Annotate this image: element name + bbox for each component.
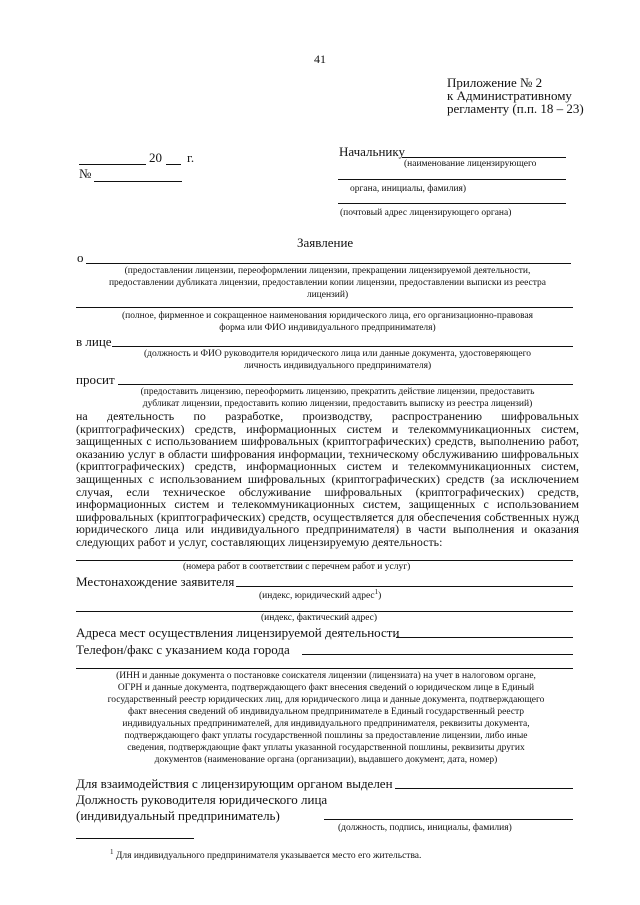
registration-caption-line: ОГРН и данные документа, подтверждающего факт внесения сведений о юридическом лице в Единый <box>117 683 535 693</box>
phone-label: Телефон/факс с указанием кода города <box>76 642 290 657</box>
appendix-line-2: к Административному <box>447 88 572 103</box>
head-label-line-2: (индивидуальный предприниматель) <box>76 808 280 823</box>
request-caption-line-1: (предоставить лицензию, переоформить лицензию, прекратить действие лицензии, предоставить <box>140 387 535 397</box>
registration-caption-line: (ИНН и данные документа о постановке соискателя лицензии (лицензиата) на учет в налоговом органе, <box>116 671 536 681</box>
person-prefix: в лице <box>76 334 112 349</box>
footnote-mark-inline: 1 <box>374 588 379 596</box>
signature-caption: (должность, подпись, инициалы, фамилия) <box>338 823 512 833</box>
location-legal-caption-end: ) <box>378 591 382 602</box>
phone-line <box>302 654 573 655</box>
location-legal-line <box>236 586 573 587</box>
interaction-label: Для взаимодействия с лицензирующим органом выделен <box>76 776 393 791</box>
interaction-line <box>395 788 573 789</box>
date-year-line <box>166 164 181 165</box>
date-year-prefix: 20 <box>149 150 162 165</box>
registration-caption-line: документов (наименование органа (организации), выдавшего документ, дата, номер) <box>154 755 498 765</box>
appendix-line-1: Приложение № 2 <box>447 75 543 90</box>
number-line <box>94 181 182 182</box>
request-line <box>118 384 573 385</box>
about-caption-line-3: лицензий) <box>306 290 349 300</box>
registration-caption-line: государственный реестр юридических лиц, для юридического лица и данные документа, подтверждающего <box>107 695 545 705</box>
head-label-line-1: Должность руководителя юридического лица <box>76 792 328 807</box>
about-caption <box>80 265 575 301</box>
location-legal-caption-text: (индекс, юридический адрес <box>259 591 375 602</box>
main-paragraph: на деятельность по разработке, производству, распространению шифровальных (криптографических) средств, информационных систем и телекоммуникационных систем, защищенных с использованием шифровальных (криптографических) средств, выполнению работ, оказанию услуг в области шифрования информации, техническому обслуживанию шифровальных (криптографических) средств, информационных систем и телекоммуникационных систем, защищенных с использованием шифровальных (криптографических) средств (за исключением случая, если техническое обслуживание шифровальных (криптографических) средств, информационных систем и телекоммуникационных систем, защищенных с использованием шифровальных (криптографических) средств, осуществляется для обеспечения собственных нужд юридического лица или индивидуального предпринимателя) в части выполнения и оказания следующих работ и услуг, составляющих лицензируемую деятельность: <box>76 409 579 549</box>
appendix-line-3: регламенту (п.п. 18 – 23) <box>447 101 584 116</box>
signature-line <box>324 819 573 820</box>
registration-caption-line: факт внесения сведений об индивидуальном предпринимателе в Единый государственный реестр <box>127 707 525 717</box>
addressee-caption-2: органа, инициалы, фамилия) <box>350 184 467 194</box>
location-actual-line <box>76 611 573 612</box>
about-caption-line-2: предоставлении дубликата лицензии, предоставлении копии лицензии, предоставлении выписки из реестра <box>108 278 547 288</box>
org-caption-line-2: форма или ФИО индивидуального предпринимателя) <box>219 323 436 333</box>
location-legal-caption <box>259 588 381 601</box>
date-year-suffix: г. <box>187 150 195 165</box>
location-label: Местонахождение заявителя <box>76 574 235 589</box>
person-caption-line-2: личность индивидуального предпринимателя) <box>243 361 432 371</box>
org-line <box>76 307 573 308</box>
footnote <box>110 848 421 861</box>
registration-caption-line: сведения, подтверждающие факт уплаты указанной государственной пошлины, реквизиты других <box>127 743 525 753</box>
addressee-org-line <box>338 179 566 180</box>
activity-addresses-label: Адреса мест осуществления лицензируемой деятельности <box>76 625 400 640</box>
org-caption <box>80 310 575 334</box>
registration-caption <box>76 670 576 766</box>
registration-caption-line: подтверждающего факт уплаты государственной пошлины за предоставление лицензии, либо иные <box>124 731 528 741</box>
addressee-name-line <box>402 157 566 158</box>
request-prefix: просит <box>76 372 115 387</box>
person-caption <box>100 348 575 372</box>
addressee-caption-1: (наименование лицензирующего <box>404 159 537 169</box>
document-title: Заявление <box>297 235 354 250</box>
footnote-separator <box>76 838 194 839</box>
page-number: 41 <box>314 52 326 66</box>
registration-caption-line: индивидуальных предпринимателей, для индивидуального предпринимателя, реквизиты документа, <box>122 719 530 729</box>
works-line <box>76 560 573 561</box>
request-caption-line-2: дубликат лицензии, предоставить копию лицензии, предоставить выписку из реестра лицензий) <box>142 399 533 409</box>
footnote-mark: 1 <box>110 848 114 856</box>
works-caption: (номера работ в соответствии с перечнем работ и услуг) <box>183 562 411 572</box>
about-line <box>86 263 571 264</box>
person-caption-line-1: (должность и ФИО руководителя юридического лица или данные документа, удостоверяющего <box>143 349 531 359</box>
addressee-label: Начальнику <box>339 144 406 159</box>
footnote-text: Для индивидуального предпринимателя указывается место его жительства. <box>115 851 422 862</box>
request-caption <box>100 386 575 410</box>
number-sign: № <box>79 166 92 181</box>
addressee-address-line <box>338 203 566 204</box>
location-actual-caption: (индекс, фактический адрес) <box>261 613 378 623</box>
org-caption-line-1: (полное, фирменное и сокращенное наименования юридического лица, его организационно-правовая <box>121 311 534 321</box>
about-caption-line-1: (предоставлении лицензии, переоформлении лицензии, прекращении лицензируемой деятельности, <box>124 266 531 276</box>
about-prefix: о <box>77 250 84 265</box>
date-day-line <box>79 164 146 165</box>
registration-line <box>76 668 573 669</box>
addressee-caption-3: (почтовый адрес лицензирующего органа) <box>340 208 512 218</box>
activity-addresses-line <box>396 637 573 638</box>
person-line <box>112 346 573 347</box>
